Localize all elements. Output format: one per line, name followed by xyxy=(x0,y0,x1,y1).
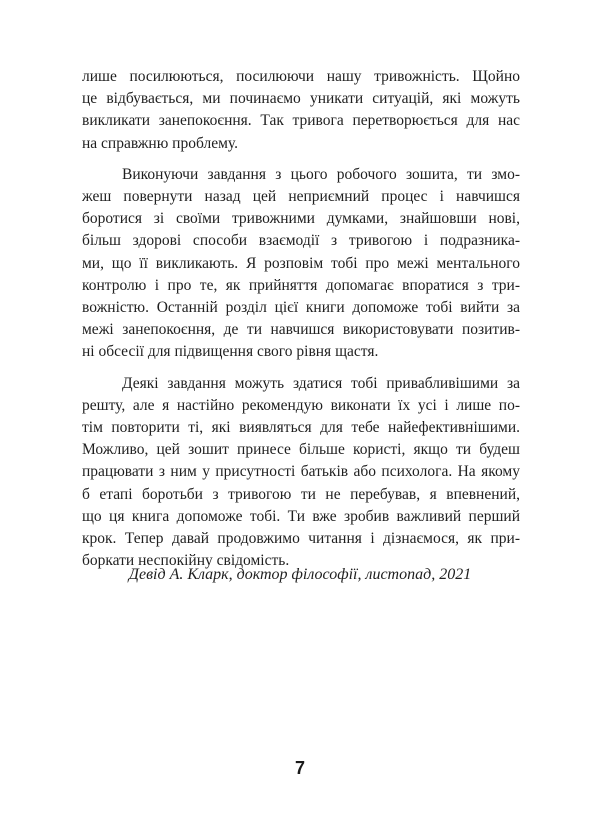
text-line: що ця книга допоможе тобі. Ти вже зробив важливий перший xyxy=(82,507,520,525)
text-line: на справжню проблему. xyxy=(82,134,238,152)
text-line: це відбувається, ми починаємо уникати ситуацій, які можуть xyxy=(82,90,520,108)
text-line: більш здорові способи взаємодії з тривогою і подразника- xyxy=(82,232,520,250)
paragraph-3 xyxy=(82,373,520,573)
text-line: боротися зі своїми тривожними думками, знайшовши нові, xyxy=(82,210,520,228)
paragraph-2 xyxy=(82,164,520,364)
text-line: боркати неспокійну свідомість. xyxy=(82,552,290,570)
text-line: межі занепокоєння, де ти навчишся використовувати позитив- xyxy=(82,321,520,339)
text-line: ми, що її викликають. Я розповім тобі про межі ментального xyxy=(82,254,520,272)
text-line: тім повторити ті, які виявляться для тебе найефективнішими. xyxy=(82,419,520,437)
text-line: решту, але я настійно рекомендую виконати їх усі і лише по- xyxy=(82,396,520,414)
text-line: працювати з ним у присутності батьків або психолога. На якому xyxy=(82,463,520,481)
text-line: Деякі завдання можуть здатися тобі привабливішими за xyxy=(122,374,520,392)
paragraph-1 xyxy=(82,66,520,155)
author-signature: Девід А. Кларк, доктор філософії, листопад, 2021 xyxy=(128,566,472,583)
body-text xyxy=(82,66,520,581)
text-line: вожністю. Останній розділ цієї книги допоможе тобі вийти за xyxy=(82,299,520,317)
text-line: Можливо, цей зошит принесе більше користі, якщо ти будеш xyxy=(82,441,520,459)
text-line: викликати занепокоєння. Так тривога перетворюється для нас xyxy=(82,112,520,130)
text-line: Виконуючи завдання з цього робочого зошита, ти змо- xyxy=(122,165,520,183)
text-line: жеш повернути назад цей неприємний процес і навчишся xyxy=(82,188,520,206)
text-line: контролю і про те, як прийняття допомагає впоратися з три- xyxy=(82,276,520,294)
text-line: крок. Тепер давай продовжимо читання і дізнаємося, як при- xyxy=(82,530,520,548)
text-line: б етапі боротьби з тривогою ти не перебував, я впевнений, xyxy=(82,485,520,503)
page-number: 7 xyxy=(294,758,305,778)
text-line: лише посилюються, посилюючи нашу тривожність. Щойно xyxy=(82,68,520,85)
text-line: ні обсесії для підвищення свого рівня щастя. xyxy=(82,343,379,361)
